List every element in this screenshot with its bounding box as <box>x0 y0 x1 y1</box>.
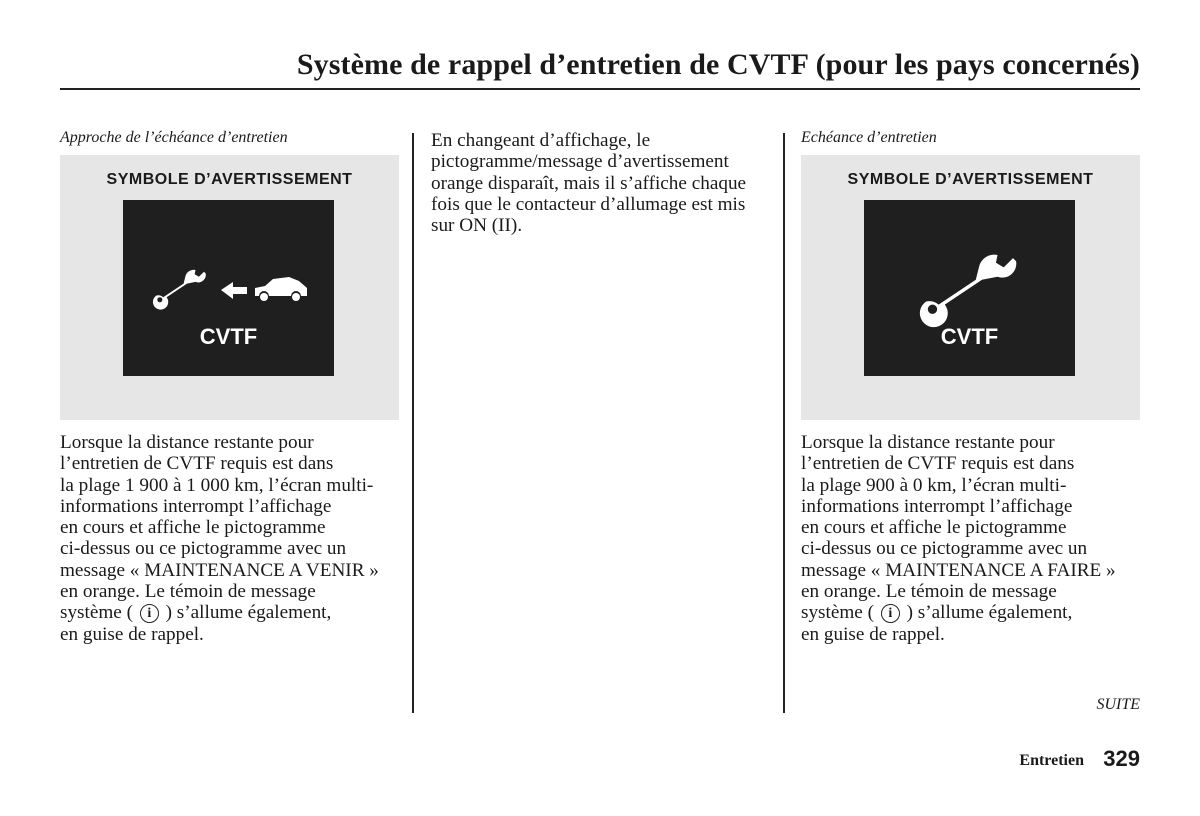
wrench-icon <box>153 270 206 310</box>
text-fragment: système ( <box>60 602 134 624</box>
right-body-text <box>801 432 1146 645</box>
text-line: informations interrompt l’affichage <box>60 495 332 517</box>
text-line: ci-dessus ou ce pictogramme avec un <box>801 538 1088 560</box>
text-line: la plage 1 900 à 1 000 km, l’écran multi- <box>60 474 374 496</box>
right-screen-label: CVTF <box>940 324 999 349</box>
continued-label: SUITE <box>1096 696 1140 713</box>
car-icon <box>255 277 307 301</box>
right-caption: Echéance d’entretien <box>801 129 937 146</box>
text-line: Lorsque la distance restante pour <box>801 432 1055 453</box>
text-line: en cours et affiche le pictogramme <box>60 517 326 539</box>
text-line: la plage 900 à 0 km, l’écran multi- <box>801 474 1067 496</box>
left-screen-label: CVTF <box>199 324 258 349</box>
page-number: 329 <box>1103 746 1140 771</box>
text-fragment: ) s’allume également, <box>906 602 1073 624</box>
text-line: Lorsque la distance restante pour <box>60 432 314 453</box>
text-line: en cours et affiche le pictogramme <box>801 517 1067 539</box>
text-line: en guise de rappel. <box>60 623 204 645</box>
text-line: en guise de rappel. <box>801 623 945 645</box>
text-line: en orange. Le témoin de message <box>60 581 316 603</box>
text-line: message « MAINTENANCE A VENIR » <box>60 559 379 581</box>
text-line: pictogramme/message d’avertissement <box>431 151 729 173</box>
wrench-icon <box>920 255 1016 328</box>
text-line: En changeant d’affichage, le <box>431 130 651 151</box>
middle-body-text <box>431 130 776 236</box>
title-divider <box>60 88 1140 90</box>
text-line: orange disparaît, mais il s’affiche chaque <box>431 172 747 194</box>
text-line: sur ON (II). <box>431 215 523 237</box>
text-line-with-icon <box>801 602 1146 623</box>
left-body-text <box>60 432 405 645</box>
text-line: informations interrompt l’affichage <box>801 495 1073 517</box>
page-title: Système de rappel d’entretien de CVTF (pour les pays concernés) <box>296 48 1140 81</box>
left-panel-label: SYMBOLE D’AVERTISSEMENT <box>106 171 353 188</box>
section-name: Entretien <box>1019 752 1084 769</box>
right-warning-panel <box>801 155 1140 420</box>
text-line: fois que le contacteur d’allumage est mis <box>431 193 746 215</box>
text-fragment: ) s’allume également, <box>165 602 332 624</box>
text-line-with-icon <box>60 602 405 623</box>
text-line: message « MAINTENANCE A FAIRE » <box>801 559 1116 581</box>
right-panel-label: SYMBOLE D’AVERTISSEMENT <box>847 171 1094 188</box>
text-line: l’entretien de CVTF requis est dans <box>801 453 1075 475</box>
column-divider-left <box>412 133 414 713</box>
text-fragment: système ( <box>801 602 875 624</box>
left-caption: Approche de l’échéance d’entretien <box>60 129 288 146</box>
text-line: en orange. Le témoin de message <box>801 581 1057 603</box>
left-display-screen <box>123 200 334 376</box>
right-display-screen <box>864 200 1075 376</box>
info-icon: i <box>881 604 900 623</box>
column-divider-right <box>783 133 785 713</box>
text-line: ci-dessus ou ce pictogramme avec un <box>60 538 347 560</box>
text-line: l’entretien de CVTF requis est dans <box>60 453 334 475</box>
arrow-left-icon <box>221 282 247 299</box>
left-warning-panel <box>60 155 399 420</box>
info-icon: i <box>140 604 159 623</box>
